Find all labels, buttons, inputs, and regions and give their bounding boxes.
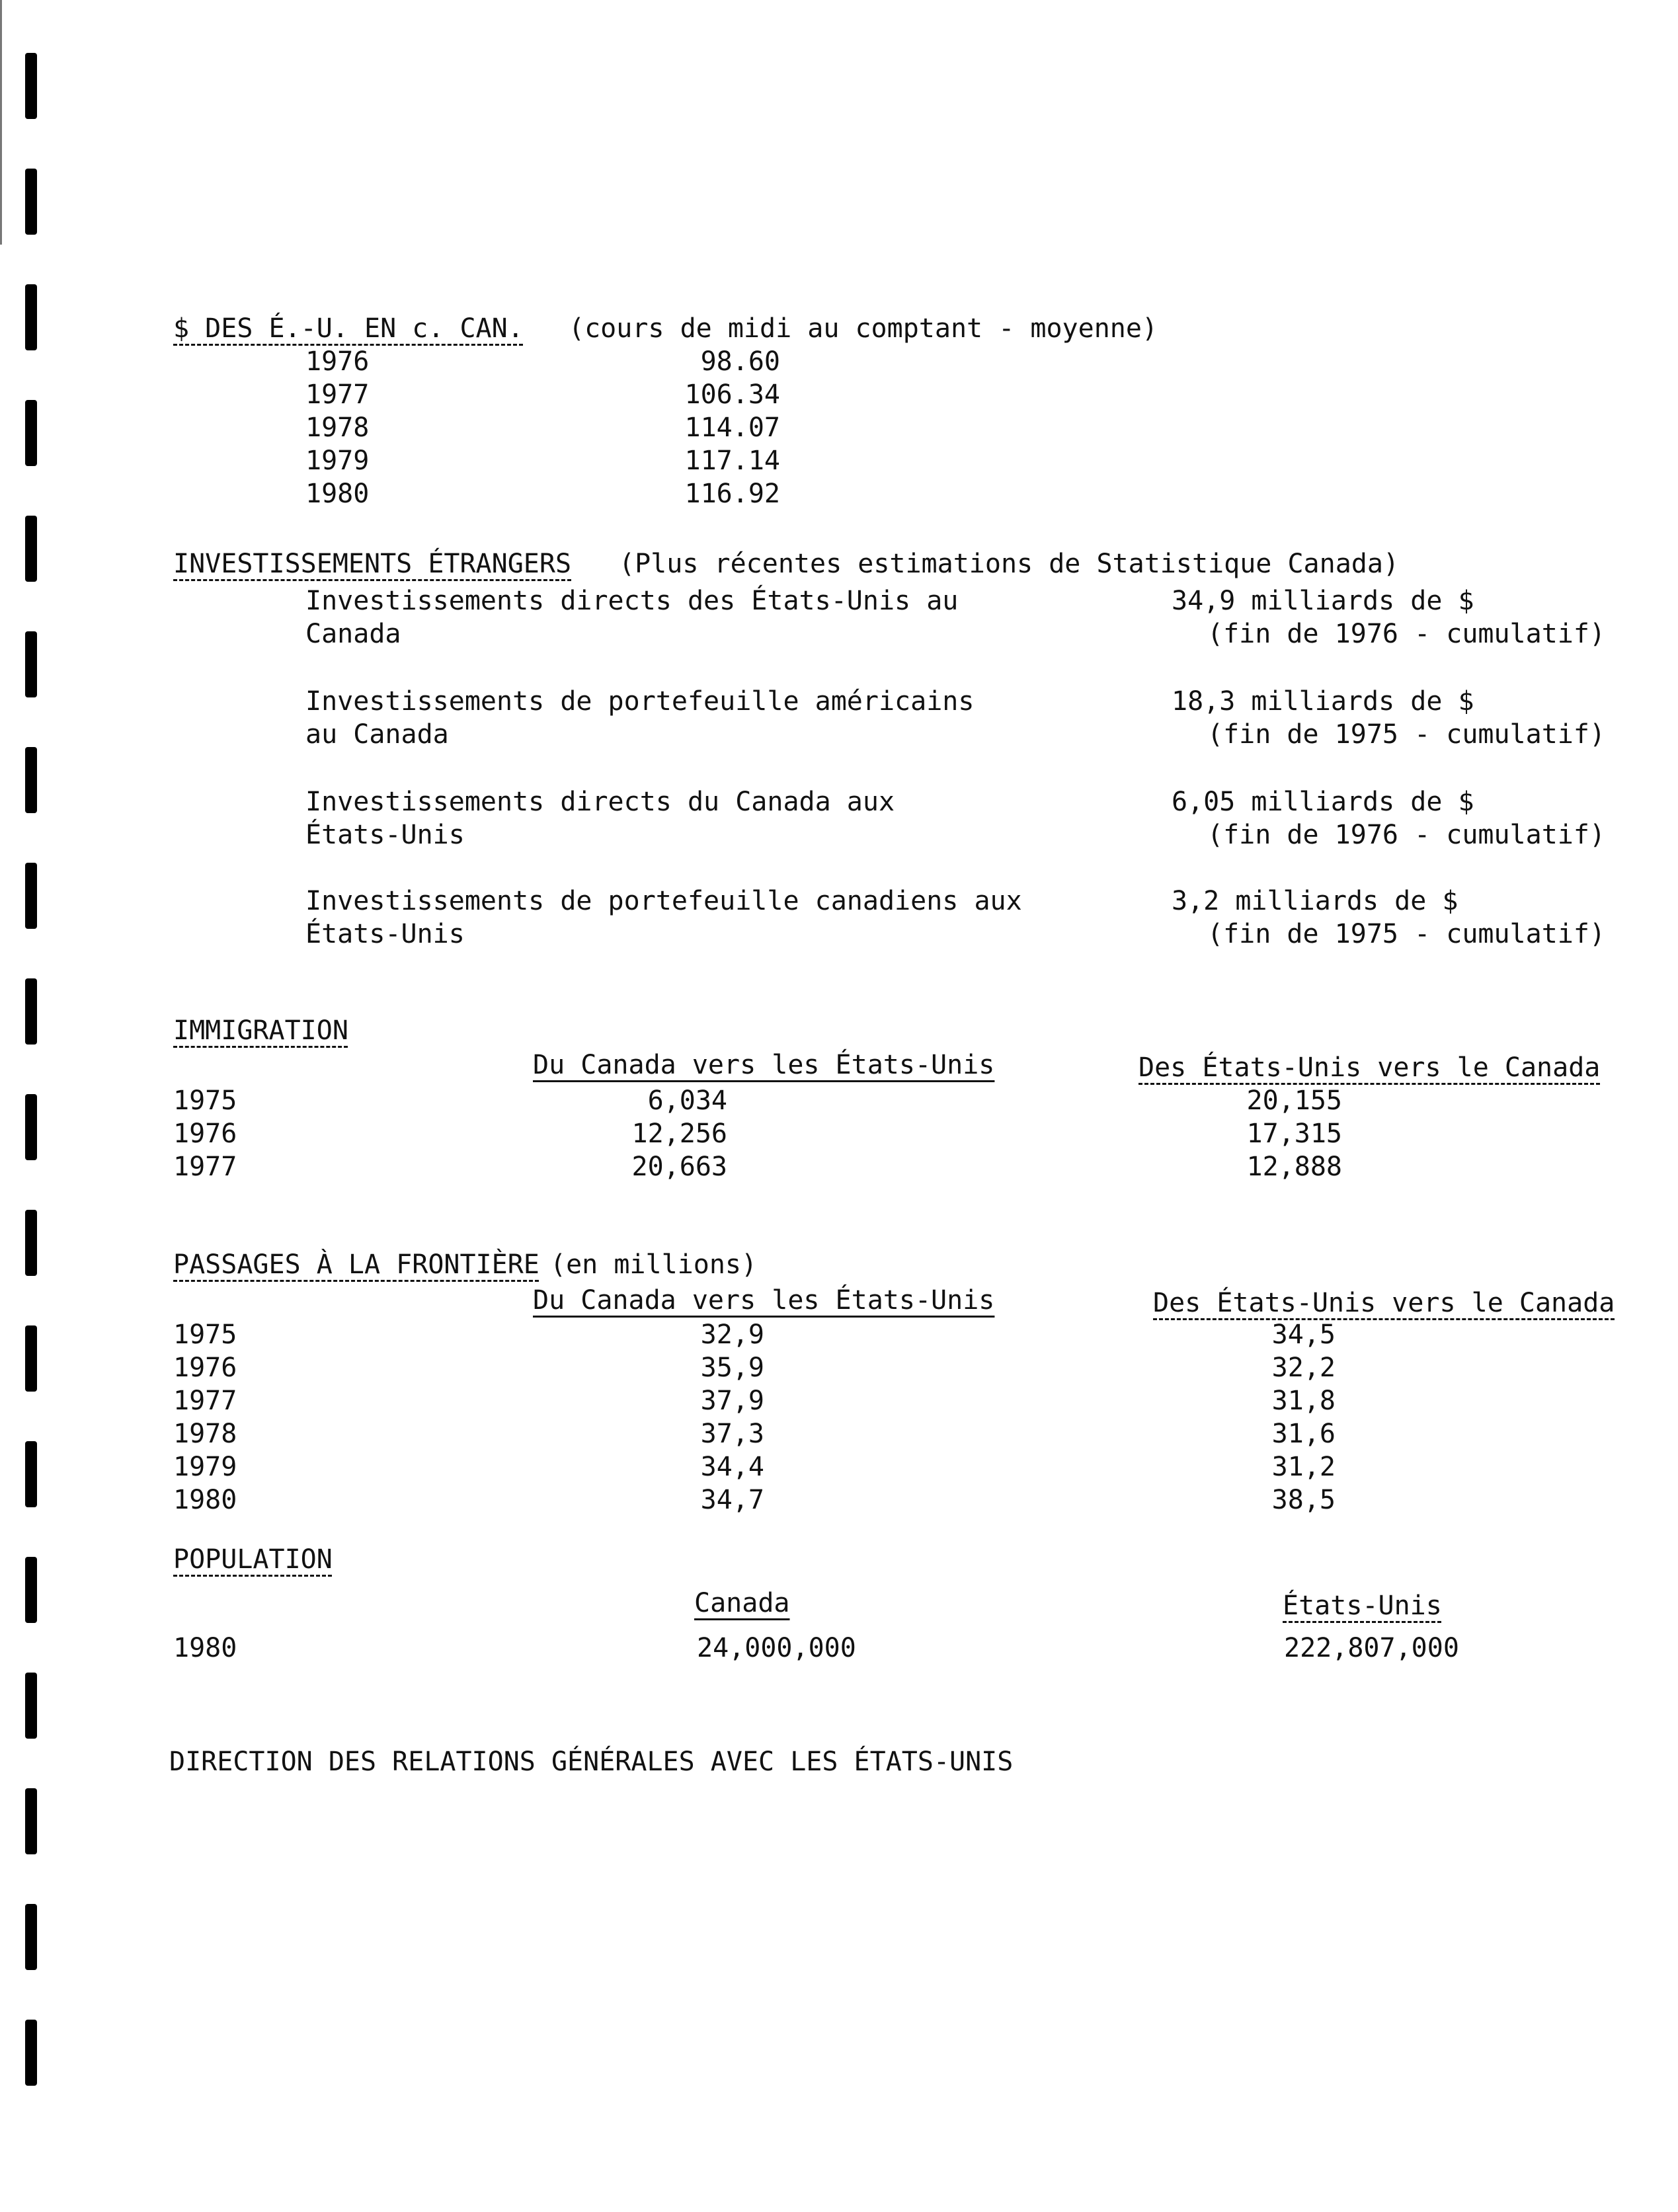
binding-holes xyxy=(19,0,45,2212)
border-canada-to-us: 37,9 xyxy=(700,1386,764,1416)
border-col-canada-to-us: Du Canada vers les États-Unis xyxy=(533,1285,995,1316)
investment-amount: 3,2 milliards de $ xyxy=(1172,886,1458,916)
immigration-col-us-to-canada: Des États-Unis vers le Canada xyxy=(1139,1052,1601,1083)
exchange-year: 1980 xyxy=(305,479,370,509)
immigration-canada-to-us: 12,256 xyxy=(631,1119,727,1149)
population-year: 1980 xyxy=(173,1633,237,1663)
exchange-value: 117.14 xyxy=(684,446,780,476)
exchange-year: 1976 xyxy=(305,346,370,377)
investment-label: Investissements de portefeuille américains xyxy=(305,686,975,717)
border-canada-to-us: 35,9 xyxy=(700,1353,764,1383)
page-edge-line xyxy=(0,0,2,245)
border-us-to-canada: 31,6 xyxy=(1271,1419,1336,1449)
population-canada-value: 24,000,000 xyxy=(697,1633,856,1663)
border-canada-to-us: 37,3 xyxy=(700,1419,764,1449)
exchange-value: 106.34 xyxy=(684,379,780,410)
investment-label: Investissements directs du Canada aux xyxy=(305,787,895,817)
investments-heading: INVESTISSEMENTS ÉTRANGERS xyxy=(173,549,572,579)
population-col-canada: Canada xyxy=(694,1588,790,1618)
immigration-canada-to-us: 6,034 xyxy=(647,1086,727,1116)
investments-subheading: (Plus récentes estimations de Statistique Canada) xyxy=(619,549,1400,579)
immigration-year: 1976 xyxy=(173,1119,237,1149)
footer-department: DIRECTION DES RELATIONS GÉNÉRALES AVEC LES ÉTATS-UNIS xyxy=(169,1747,1014,1777)
border-us-to-canada: 31,8 xyxy=(1271,1386,1336,1416)
binding-mark xyxy=(25,978,37,1045)
population-usa-value: 222,807,000 xyxy=(1284,1633,1459,1663)
binding-mark xyxy=(25,1325,37,1392)
immigration-canada-to-us: 20,663 xyxy=(631,1152,727,1182)
investment-label: États-Unis xyxy=(305,919,465,949)
binding-mark xyxy=(25,169,37,235)
binding-mark xyxy=(25,1094,37,1160)
investment-amount: 34,9 milliards de $ xyxy=(1172,586,1474,616)
investment-note: (fin de 1976 - cumulatif) xyxy=(1207,820,1606,850)
binding-mark xyxy=(25,1441,37,1507)
border-year: 1977 xyxy=(173,1386,237,1416)
border-us-to-canada: 31,2 xyxy=(1271,1452,1336,1482)
binding-mark xyxy=(25,1210,37,1276)
exchange-value: 116.92 xyxy=(684,479,780,509)
binding-mark xyxy=(25,53,37,119)
border-us-to-canada: 34,5 xyxy=(1271,1320,1336,1350)
population-heading: POPULATION xyxy=(173,1544,333,1575)
immigration-year: 1977 xyxy=(173,1152,237,1182)
border-canada-to-us: 34,7 xyxy=(700,1485,764,1515)
border-year: 1978 xyxy=(173,1419,237,1449)
binding-mark xyxy=(25,863,37,929)
border-us-to-canada: 38,5 xyxy=(1271,1485,1336,1515)
binding-mark xyxy=(25,1673,37,1739)
exchange-year: 1979 xyxy=(305,446,370,476)
investment-amount: 6,05 milliards de $ xyxy=(1172,787,1474,817)
investment-label: États-Unis xyxy=(305,820,465,850)
immigration-col-canada-to-us: Du Canada vers les États-Unis xyxy=(533,1050,995,1080)
border-canada-to-us: 32,9 xyxy=(700,1320,764,1350)
exchange-heading: $ DES É.-U. EN c. CAN. xyxy=(173,313,524,344)
binding-mark xyxy=(25,747,37,813)
border-subheading: (en millions) xyxy=(550,1249,758,1280)
exchange-value: 114.07 xyxy=(684,413,780,443)
immigration-year: 1975 xyxy=(173,1086,237,1116)
immigration-us-to-canada: 17,315 xyxy=(1246,1119,1342,1149)
binding-mark xyxy=(25,284,37,350)
investment-label: au Canada xyxy=(305,719,449,750)
investment-label: Investissements directs des États-Unis au xyxy=(305,586,959,616)
investment-label: Canada xyxy=(305,619,401,649)
border-us-to-canada: 32,2 xyxy=(1271,1353,1336,1383)
border-year: 1975 xyxy=(173,1320,237,1350)
investment-note: (fin de 1976 - cumulatif) xyxy=(1207,619,1606,649)
binding-mark xyxy=(25,516,37,582)
border-col-us-to-canada: Des États-Unis vers le Canada xyxy=(1153,1288,1615,1318)
binding-mark xyxy=(25,1557,37,1623)
immigration-heading: IMMIGRATION xyxy=(173,1015,348,1046)
binding-mark xyxy=(25,400,37,466)
border-canada-to-us: 34,4 xyxy=(700,1452,764,1482)
immigration-us-to-canada: 20,155 xyxy=(1246,1086,1342,1116)
exchange-year: 1978 xyxy=(305,413,370,443)
binding-mark xyxy=(25,1904,37,1970)
investment-label: Investissements de portefeuille canadiens aux xyxy=(305,886,1022,916)
border-year: 1979 xyxy=(173,1452,237,1482)
binding-mark xyxy=(25,631,37,697)
border-year: 1980 xyxy=(173,1485,237,1515)
exchange-year: 1977 xyxy=(305,379,370,410)
exchange-value: 98.60 xyxy=(700,346,780,377)
investment-note: (fin de 1975 - cumulatif) xyxy=(1207,719,1606,750)
investment-amount: 18,3 milliards de $ xyxy=(1172,686,1474,717)
exchange-subheading: (cours de midi au comptant - moyenne) xyxy=(569,313,1158,344)
border-heading: PASSAGES À LA FRONTIÈRE xyxy=(173,1249,539,1280)
immigration-us-to-canada: 12,888 xyxy=(1246,1152,1342,1182)
border-year: 1976 xyxy=(173,1353,237,1383)
population-col-usa: États-Unis xyxy=(1283,1591,1442,1621)
investment-note: (fin de 1975 - cumulatif) xyxy=(1207,919,1606,949)
binding-mark xyxy=(25,2020,37,2086)
binding-mark xyxy=(25,1788,37,1854)
